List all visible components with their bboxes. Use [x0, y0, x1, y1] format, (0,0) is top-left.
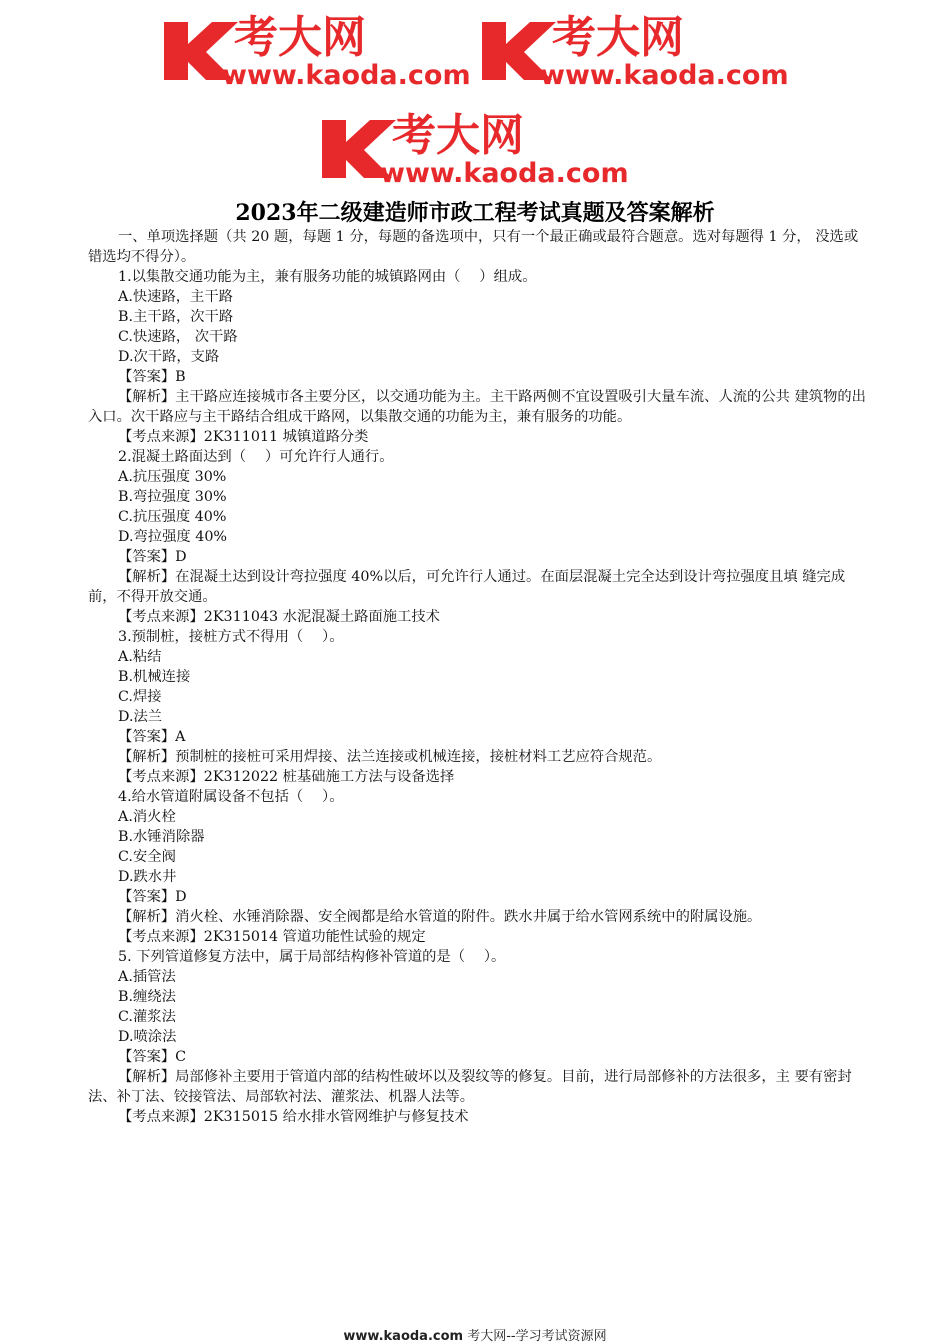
answer: 【答案】C: [118, 1049, 187, 1065]
question-stem: 1.以集散交通功能为主，兼有服务功能的城镇路网由（ ）组成。: [118, 269, 537, 285]
option: D.喷涂法: [118, 1029, 177, 1045]
option: B.水锤消除器: [118, 829, 205, 845]
source: 【考点来源】2K315014 管道功能性试验的规定: [118, 929, 426, 945]
option: B.机械连接: [118, 669, 191, 685]
analysis: 【解析】消火栓、水锤消除器、安全阀都是给水管道的附件。跌水井属于给水管网系统中的附属设施。: [118, 909, 762, 925]
option: A.粘结: [118, 649, 162, 665]
analysis: 【解析】主干路应连接城市各主要分区，以交通功能为主。主干路两侧不宜设置吸引大量车流、人流的公共 建筑物的出入口。次干路应与主干路结合组成干路网，以集散交通的功能为主，兼有服务的功能。: [88, 389, 866, 425]
analysis: 【解析】局部修补主要用于管道内部的结构性破坏以及裂纹等的修复。目前，进行局部修补的方法很多，主 要有密封法、补丁法、铰接管法、局部软衬法、灌浆法、机器人法等。: [88, 1069, 852, 1105]
answer: 【答案】D: [118, 549, 187, 565]
svg-text:考大网: 考大网: [392, 110, 524, 161]
svg-text:www.kaoda.com: www.kaoda.com: [222, 60, 471, 90]
exam-content: [88, 227, 870, 1127]
option: A.插管法: [118, 969, 176, 985]
option: C.安全阀: [118, 849, 176, 865]
page-footer: [0, 1325, 950, 1344]
analysis: 【解析】预制桩的接桩可采用焊接、法兰连接或机械连接，接桩材料工艺应符合规范。: [118, 749, 662, 765]
analysis: 【解析】在混凝土达到设计弯拉强度 40%以后，可允许行人通过。在面层混凝土完全达到设计弯拉强度且填 缝完成前，不得开放交通。: [88, 569, 846, 605]
svg-text:考大网: 考大网: [552, 12, 684, 63]
option: D.次干路，支路: [118, 349, 220, 365]
answer: 【答案】B: [118, 369, 186, 385]
option: D.弯拉强度 40%: [118, 529, 228, 545]
option: C.灌浆法: [118, 1009, 176, 1025]
source: 【考点来源】2K312022 桩基础施工方法与设备选择: [118, 769, 455, 785]
option: A.抗压强度 30%: [118, 469, 227, 485]
kaoda-logo: [160, 4, 480, 90]
question-stem: 4.给水管道附属设备不包括（ ）。: [118, 789, 344, 805]
svg-text:考大网: 考大网: [234, 12, 366, 63]
option: B.弯拉强度 30%: [118, 489, 227, 505]
question-stem: 2.混凝土路面达到（ ）可允许行人通行。: [118, 449, 394, 465]
option: B.缠绕法: [118, 989, 176, 1005]
footer-link[interactable]: www.kaoda.com: [343, 1329, 464, 1344]
option: A.快速路，主干路: [118, 289, 233, 305]
option: C.快速路， 次干路: [118, 329, 238, 345]
kaoda-logo: [318, 102, 638, 188]
answer: 【答案】A: [118, 729, 186, 745]
section-intro: 一、单项选择题（共 20 题，每题 1 分，每题的备选项中，只有一个最正确或最符合题意。选对每题得 1 分， 没选或错选均不得分）。: [88, 229, 859, 265]
option: D.跌水井: [118, 869, 177, 885]
kaoda-logo: [478, 4, 798, 90]
svg-text:www.kaoda.com: www.kaoda.com: [380, 158, 629, 188]
footer-text: 考大网--学习考试资源网: [467, 1329, 607, 1344]
option: C.焊接: [118, 689, 162, 705]
source: 【考点来源】2K311043 水泥混凝土路面施工技术: [118, 609, 440, 625]
source: 【考点来源】2K311011 城镇道路分类: [118, 429, 369, 445]
option: A.消火栓: [118, 809, 176, 825]
option: C.抗压强度 40%: [118, 509, 227, 525]
answer: 【答案】D: [118, 889, 187, 905]
page-title: 2023年二级建造师市政工程考试真题及答案解析: [235, 200, 715, 226]
option: B.主干路，次干路: [118, 309, 234, 325]
option: D.法兰: [118, 709, 163, 725]
question-stem: 5. 下列管道修复方法中，属于局部结构修补管道的是（ ）。: [118, 949, 506, 965]
svg-text:www.kaoda.com: www.kaoda.com: [540, 60, 789, 90]
question-stem: 3.预制桩，接桩方式不得用（ ）。: [118, 629, 344, 645]
source: 【考点来源】2K315015 给水排水管网维护与修复技术: [118, 1109, 469, 1125]
